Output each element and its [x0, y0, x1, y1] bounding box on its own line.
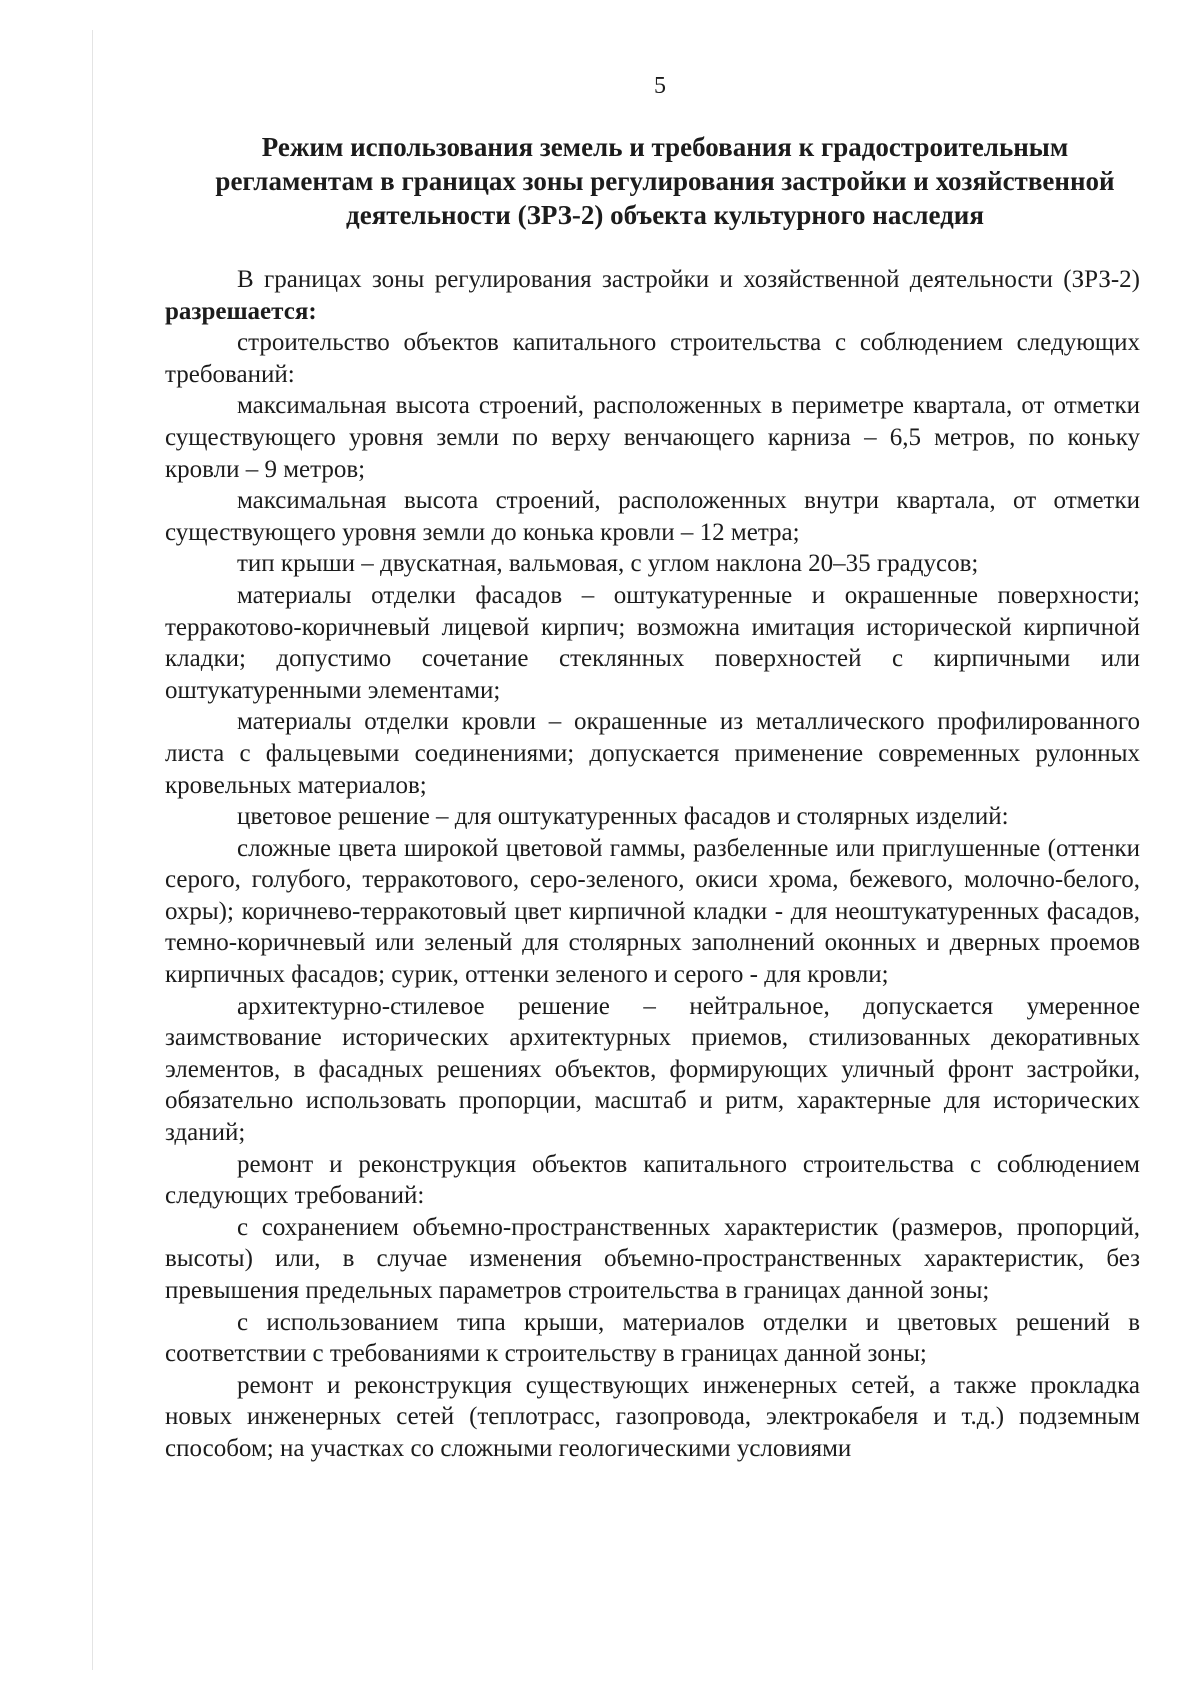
paragraph-1: строительство объектов капитального строительства с соблюдением следующих требований: [165, 329, 1140, 388]
title-line-3: деятельности (ЗРЗ-2) объекта культурного наследия [346, 200, 984, 230]
intro-bold: разрешается: [165, 297, 317, 325]
paragraph-11: с сохранением объемно-пространственных характеристик (размеров, пропорций, высоты) или, в случае изменения объемно-пространственных характеристик, без превышения предельных параметров строительства в границах данной зоны; [165, 1213, 1140, 1304]
title-line-1: Режим использования земель и требования к градостроительным [261, 132, 1069, 162]
intro-paragraph [165, 264, 1140, 327]
paragraph-3: максимальная высота строений, расположенных внутри квартала, от отметки существующего уровня земли до конька кровли – 12 метра; [165, 487, 1140, 546]
paragraph-12: с использованием типа крыши, материалов отделки и цветовых решений в соответствии с требованиями к строительству в границах данной зоны; [165, 1308, 1140, 1368]
paragraph-2: максимальная высота строений, расположенных в периметре квартала, от отметки существующего уровня земли по верху венчающего карниза – 6,5 метров, по коньку кровли – 9 метров; [165, 392, 1140, 483]
paragraph-6: материалы отделки кровли – окрашенные из металлического профилированного листа с фальцевыми соединениями; допускается применение современных рулонных кровельных материалов; [165, 708, 1140, 799]
paragraph-5: материалы отделки фасадов – оштукатуренные и окрашенные поверхности; терракотово-коричневый лицевой кирпич; возможна имитация исторической кирпичной кладки; допустимо сочетание стеклянных поверхностей с кирпичными или оштукатуренными элементами; [165, 581, 1140, 704]
paragraph-10: ремонт и реконструкция объектов капитального строительства с соблюдением следующих требований: [165, 1150, 1140, 1210]
document-body [165, 264, 1140, 1465]
title-line-2: регламентам в границах зоны регулирования застройки и хозяйственной [215, 166, 1115, 196]
paragraph-7: цветовое решение – для оштукатуренных фасадов и столярных изделий: [237, 803, 1009, 831]
paragraph-8: сложные цвета широкой цветовой гаммы, разбеленные или приглушенные (оттенки серого, голубого, терракотового, серо-зеленого, окиси хрома, бежевого, молочно-белого, охры); коричнево-терракотовый цвет кирпичной кладки - для неоштукатуренных фасадов, темно-коричневый или зеленый для столярных заполнений оконных и дверных проемов кирпичных фасадов; сурик, оттенки зеленого и серого - для кровли; [165, 834, 1140, 989]
intro-text: В границах зоны регулирования застройки и хозяйственной деятельности (ЗРЗ-2) [237, 266, 1140, 293]
paragraph-4: тип крыши – двускатная, вальмовая, с углом наклона 20–35 градусов; [237, 550, 979, 578]
left-margin-line [92, 30, 93, 1670]
paragraph-13: ремонт и реконструкция существующих инженерных сетей, а также прокладка новых инженерных сетей (теплотрасс, газопровода, электрокабеля и т.д.) подземным способом; на участках со сложными геологическими условиями [165, 1371, 1140, 1462]
document-title [170, 130, 1160, 232]
page-number: 5 [654, 73, 666, 99]
paragraph-9: архитектурно-стилевое решение – нейтральное, допускается умеренное заимствование исторических архитектурных приемов, стилизованных декоративных элементов, в фасадных решениях объектов, формирующих уличный фронт застройки, обязательно использовать пропорции, масштаб и ритм, характерные для исторических зданий; [165, 992, 1140, 1147]
